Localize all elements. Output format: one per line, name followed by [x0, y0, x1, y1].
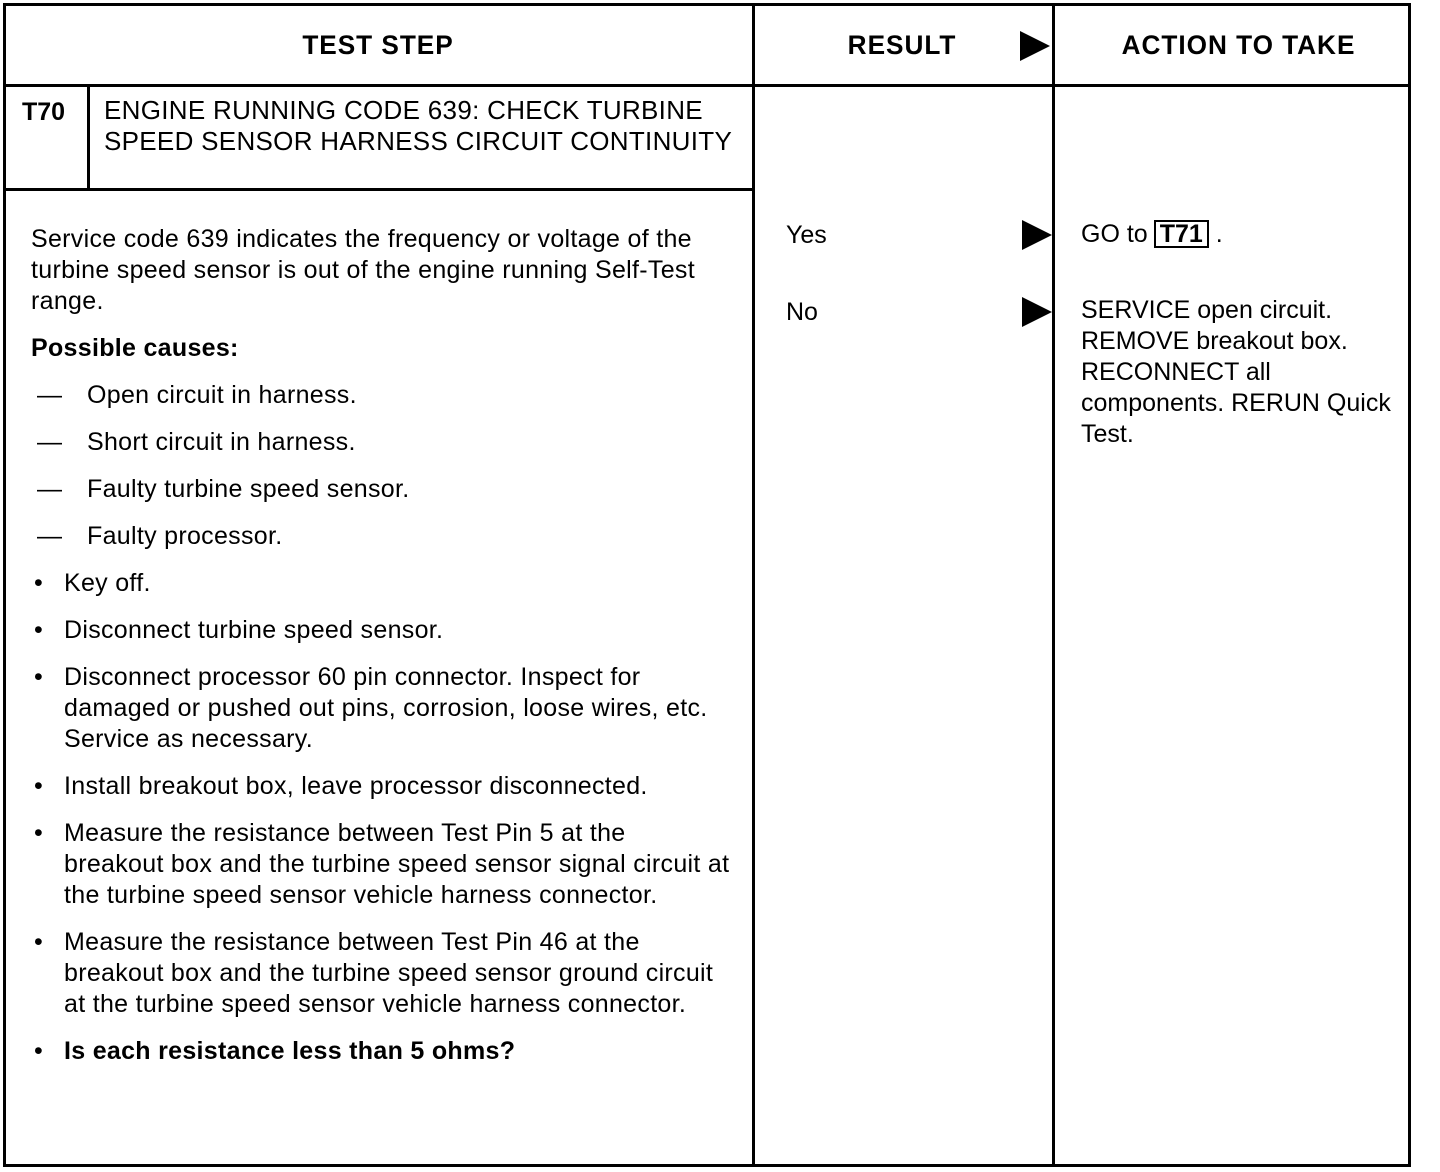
cause-text: Faulty turbine speed sensor. — [87, 475, 410, 503]
header-arrow-icon — [1020, 31, 1050, 61]
step-body — [31, 224, 731, 1083]
result-no-arrow-icon — [1022, 297, 1052, 327]
header-divider — [3, 84, 1411, 87]
header-test-step: TEST STEP — [302, 30, 454, 60]
step-id-divider — [87, 84, 90, 191]
step-ref-link[interactable]: T71 — [1154, 220, 1209, 248]
instruction-text: Disconnect turbine speed sensor. — [64, 616, 444, 644]
step-description: Service code 639 indicates the frequency or voltage of the turbine speed sensor is out of the engine running Self-Test range. — [31, 225, 695, 315]
instruction-text: Disconnect processor 60 pin connector. Inspect for damaged or pushed out pins, corrosion, loose wires, etc. Service as necessary. — [64, 663, 708, 753]
instruction-text: Install breakout box, leave processor disconnected. — [64, 772, 648, 800]
instruction-item: • Measure the resistance between Test Pin 46 at the breakout box and the turbine speed sensor ground circuit at the turbine speed sensor vehicle harness connector. — [31, 927, 731, 1020]
cause-text: Short circuit in harness. — [87, 428, 356, 456]
instruction-item: • Install breakout box, leave processor disconnected. — [31, 771, 731, 802]
cause-text: Open circuit in harness. — [87, 381, 357, 409]
question-text: Is each resistance less than 5 ohms? — [64, 1037, 516, 1065]
cause-item: — Short circuit in harness. — [37, 428, 356, 456]
cause-item: — Faulty processor. — [37, 522, 283, 550]
step-title-divider — [3, 188, 755, 191]
action-yes-prefix: GO to — [1081, 220, 1148, 248]
instruction-item: • Disconnect turbine speed sensor. — [31, 615, 731, 646]
instruction-item: • Key off. — [31, 568, 731, 599]
cause-item: — Faulty turbine speed sensor. — [37, 475, 410, 503]
col-divider-result — [752, 3, 755, 1167]
cause-item: — Open circuit in harness. — [37, 381, 357, 409]
result-no: No — [786, 298, 818, 326]
result-yes: Yes — [786, 221, 827, 249]
question-item: • Is each resistance less than 5 ohms? — [31, 1036, 731, 1067]
instruction-item: • Disconnect processor 60 pin connector. Inspect for damaged or pushed out pins, corrosion, loose wires, etc. Service as necessary. — [31, 662, 731, 755]
instruction-text: Measure the resistance between Test Pin 46 at the breakout box and the turbine speed sensor ground circuit at the turbine speed sensor vehicle harness connector. — [64, 928, 714, 1018]
action-no: SERVICE open circuit. REMOVE breakout box. RECONNECT all components. RERUN Quick Test. — [1081, 296, 1391, 448]
action-yes-suffix: . — [1215, 220, 1223, 248]
instruction-text: Key off. — [64, 569, 151, 597]
header-result: RESULT — [847, 30, 957, 60]
step-id: T70 — [22, 98, 66, 126]
action-yes — [1081, 219, 1401, 250]
cause-text: Faulty processor. — [87, 522, 283, 550]
header-action-to-take: ACTION TO TAKE — [1121, 30, 1356, 60]
instruction-item: • Measure the resistance between Test Pin 5 at the breakout box and the turbine speed sensor signal circuit at the turbine speed sensor vehicle harness connector. — [34, 819, 730, 909]
result-yes-arrow-icon — [1022, 220, 1052, 250]
col-divider-action — [1052, 3, 1055, 1167]
step-title: ENGINE RUNNING CODE 639: CHECK TURBINE SPEED SENSOR HARNESS CIRCUIT CONTINUITY — [104, 95, 733, 156]
instruction-text: Measure the resistance between Test Pin 5 at the breakout box and the turbine speed sensor signal circuit at the turbine speed sensor vehicle harness connector. — [64, 819, 730, 909]
causes-heading: Possible causes: — [31, 334, 239, 362]
